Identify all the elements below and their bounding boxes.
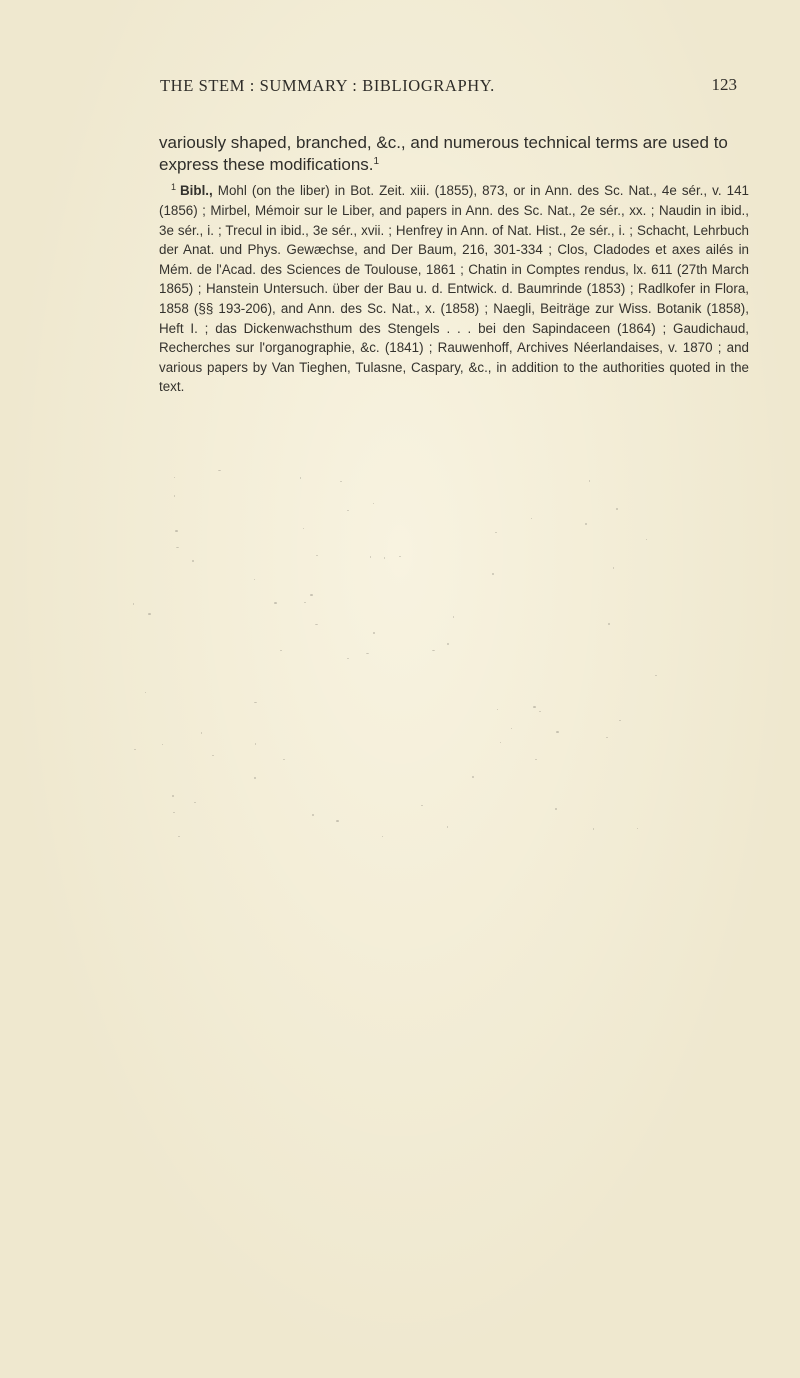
speck bbox=[255, 743, 256, 745]
speck bbox=[310, 594, 313, 596]
speck bbox=[274, 602, 277, 604]
speck bbox=[300, 477, 301, 479]
footnote bbox=[159, 181, 749, 397]
speck bbox=[134, 749, 136, 750]
speck bbox=[619, 720, 621, 721]
speck bbox=[162, 744, 163, 745]
footnote-label: Bibl., bbox=[180, 183, 213, 199]
speck bbox=[254, 579, 255, 580]
speck bbox=[347, 658, 349, 659]
body-paragraph bbox=[159, 132, 749, 176]
speck bbox=[133, 603, 134, 605]
speck bbox=[655, 675, 657, 676]
speck bbox=[447, 826, 448, 828]
footnote-marker: 1 bbox=[171, 182, 177, 193]
speck bbox=[312, 814, 314, 816]
speck bbox=[555, 808, 557, 810]
speck bbox=[172, 795, 174, 797]
running-title: THE STEM : SUMMARY : BIBLIOGRAPHY. bbox=[160, 76, 495, 95]
speck bbox=[174, 477, 175, 478]
speck bbox=[145, 692, 146, 693]
speck bbox=[373, 632, 375, 634]
speck bbox=[283, 759, 285, 760]
speck bbox=[366, 653, 369, 654]
speck bbox=[315, 624, 318, 625]
speck bbox=[533, 706, 536, 708]
speck bbox=[194, 802, 196, 803]
speck bbox=[254, 702, 257, 703]
speck bbox=[616, 508, 618, 510]
speck bbox=[384, 557, 385, 559]
speck bbox=[539, 711, 541, 712]
speck bbox=[192, 560, 194, 562]
speck bbox=[176, 547, 179, 548]
speck bbox=[178, 836, 180, 837]
speck bbox=[316, 555, 318, 556]
page-number: 123 bbox=[711, 75, 737, 94]
speck bbox=[613, 567, 614, 569]
speck bbox=[148, 613, 151, 615]
running-head bbox=[160, 76, 780, 100]
speck bbox=[373, 503, 374, 504]
speck bbox=[492, 573, 494, 575]
speck bbox=[173, 812, 175, 813]
speck bbox=[472, 776, 474, 778]
speck bbox=[370, 556, 371, 558]
speck bbox=[421, 805, 423, 806]
speck bbox=[303, 528, 304, 529]
speck bbox=[511, 728, 512, 729]
speck bbox=[608, 623, 610, 625]
speck bbox=[175, 530, 178, 532]
speck bbox=[585, 523, 587, 525]
speck bbox=[593, 828, 594, 830]
footnote-reference: 1 bbox=[373, 156, 380, 167]
speck bbox=[556, 731, 559, 733]
speck bbox=[382, 836, 383, 837]
speck bbox=[589, 480, 590, 482]
speck bbox=[254, 777, 256, 779]
speck bbox=[218, 470, 221, 471]
speck bbox=[497, 709, 498, 710]
speck bbox=[399, 556, 401, 557]
speck bbox=[500, 742, 501, 743]
speck bbox=[174, 495, 175, 497]
speck bbox=[336, 820, 339, 822]
speck bbox=[340, 481, 342, 482]
speck bbox=[347, 510, 349, 511]
speck bbox=[646, 539, 647, 540]
speck bbox=[304, 602, 306, 603]
speck bbox=[531, 518, 532, 519]
speck bbox=[637, 828, 638, 829]
speck bbox=[447, 643, 449, 645]
speck bbox=[606, 737, 608, 738]
speck bbox=[432, 650, 435, 651]
speck bbox=[201, 732, 202, 734]
speck bbox=[535, 759, 537, 760]
speck bbox=[280, 650, 282, 651]
footnote-text: Mohl (on the liber) in Bot. Zeit. xiii. (1855), 873, or in Ann. des Sc. Nat., 4e sér., v. 141 (1856) ; Mirbel, Mémoir sur le Liber, and papers in Ann. des Sc. Nat., 2e sér., xx. ; Naudin in ibid., 3e sér., i. ; Trecul in ibid., 3e sér., xvii. ; Henfrey in Ann. of Nat. Hist., 2e sér., i. ; Schacht, Lehrbuch der Anat. und Phys. Gewæchse, and Der Baum, 216, 301-334 ; Clos, Cladodes et axes ailés in Mém. de l'Acad. des Sciences de Toulouse, 1861 ; Chatin in Comptes rendus, lx. 611 (27th March 1865) ; Hanstein Untersuch. über der Bau u. d. Entwick. d. Baumrinde (1853) ; Radlkofer in Flora, 1858 (§§ 193-206), and Ann. des Sc. Nat., x. (1858) ; Naegli, Beiträge zur Wiss. Botanik (1858), Heft I. ; das Dickenwachsthum des Stengels . . . bei den Sapindaceen (1864) ; Gaudichaud, Recherches sur l'organographie, &c. (1841) ; Rauwenhoff, Archives Néerlandaises, v. 1870 ; and various papers by Van Tieghen, Tulasne, Caspary, &c., in addition to the authorities quoted in the text. bbox=[159, 183, 749, 395]
speck bbox=[495, 532, 497, 533]
body-text: variously shaped, branched, &c., and numerous technical terms are used to express these modifications. bbox=[159, 133, 728, 174]
speck bbox=[453, 616, 454, 618]
paper-bleed-through bbox=[130, 470, 690, 850]
speck bbox=[212, 755, 214, 756]
